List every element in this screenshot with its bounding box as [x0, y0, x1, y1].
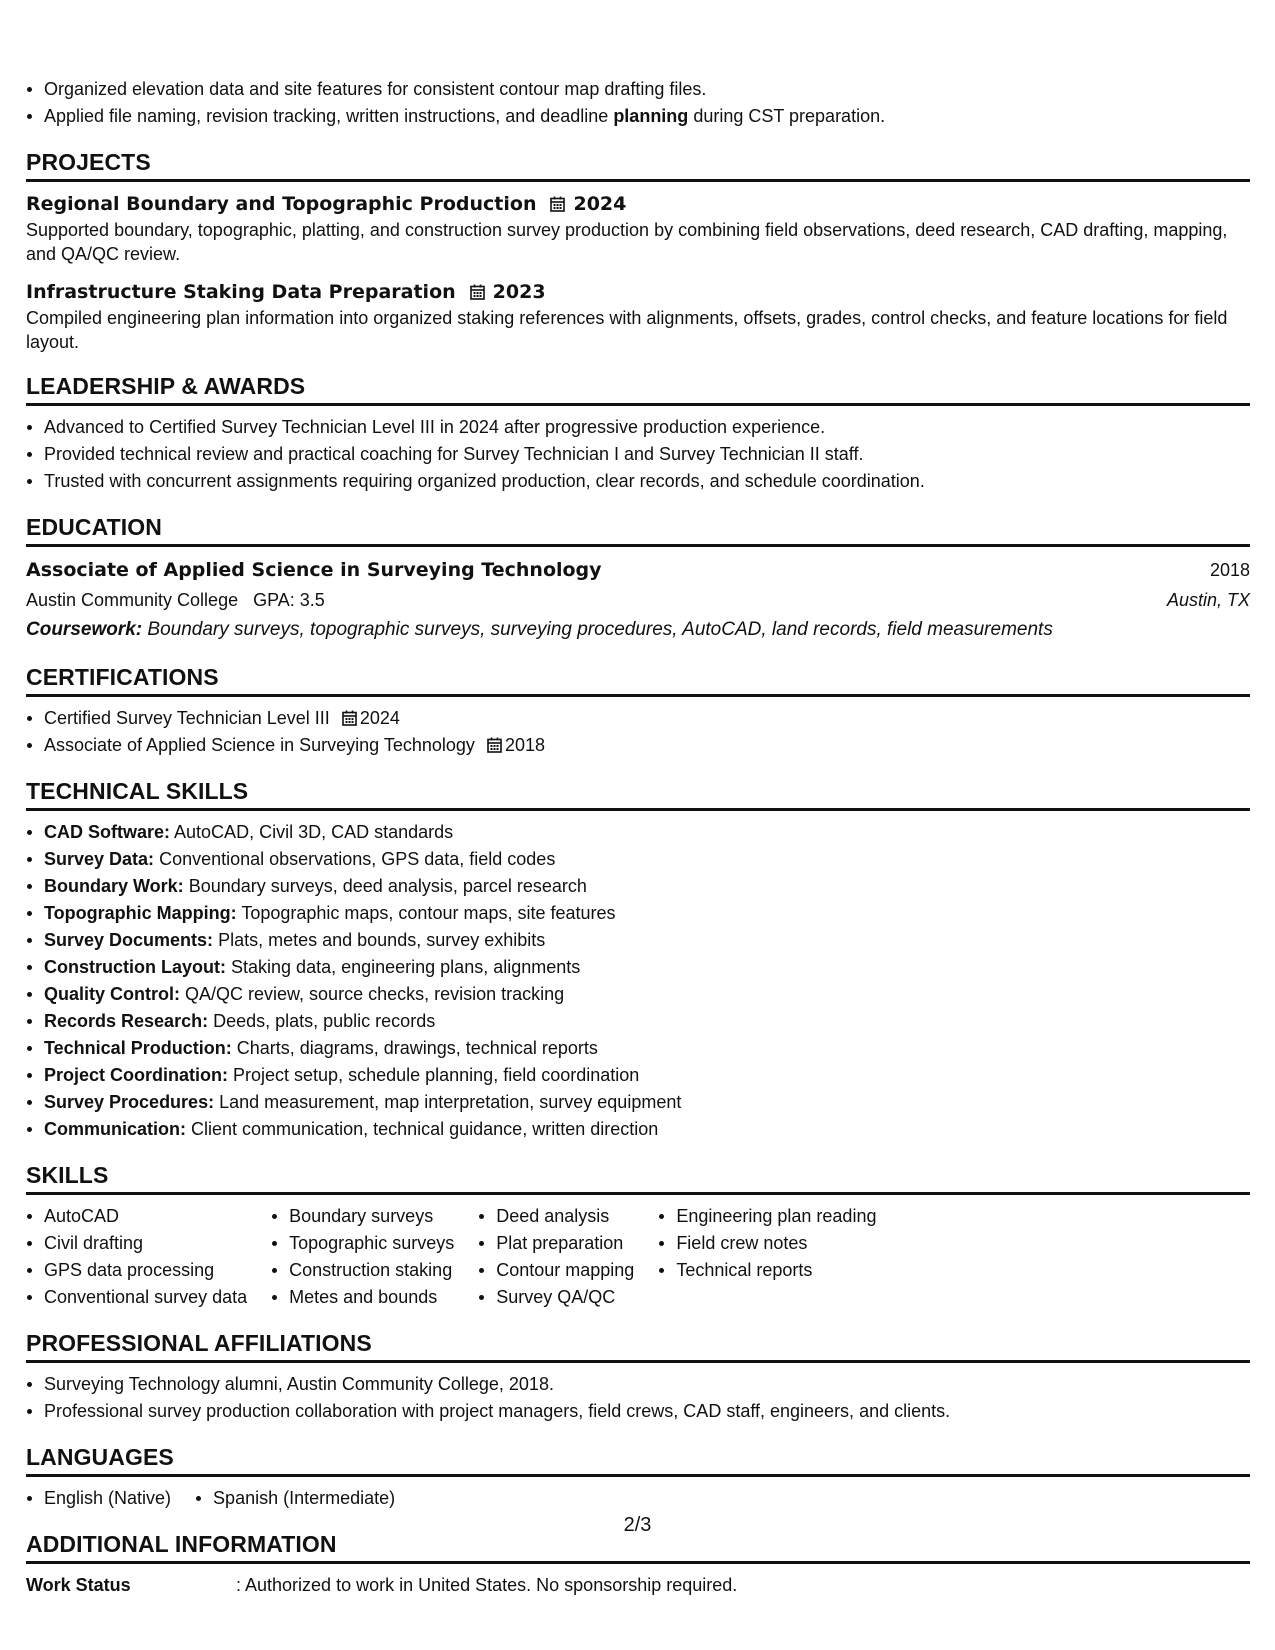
list-item: Civil drafting [44, 1230, 247, 1257]
skill-values: Topographic maps, contour maps, site features [241, 903, 616, 923]
calendar-icon [342, 710, 357, 726]
list-item [44, 732, 1250, 759]
cert-year: 2024 [359, 708, 400, 728]
project-name: Regional Boundary and Topographic Production [26, 193, 537, 215]
additional-info-section [26, 1530, 1250, 1598]
coursework-text: Boundary surveys, topographic surveys, surveying procedures, AutoCAD, land records, field measurements [147, 619, 1053, 640]
section-title: PROJECTS [26, 148, 1250, 182]
skill-category: Boundary Work: [44, 876, 184, 896]
list-item: English (Native) [44, 1485, 171, 1512]
bullet-text: Organized elevation data and site features for consistent contour map drafting files. [44, 79, 707, 99]
list-item: Surveying Technology alumni, Austin Community College, 2018. [44, 1371, 1250, 1398]
skills-column [658, 1203, 876, 1311]
skills-column [271, 1203, 454, 1311]
page-number: 2/3 [623, 1514, 652, 1536]
section-title: SKILLS [26, 1161, 1250, 1195]
list-item: Advanced to Certified Survey Technician Level III in 2024 after progressive production experience. [44, 414, 1250, 441]
section-title: LEADERSHIP & AWARDS [26, 372, 1250, 406]
skill-category: Quality Control: [44, 984, 180, 1004]
list-item [44, 981, 1250, 1008]
list-item: Construction staking [289, 1257, 454, 1284]
calendar-icon [470, 284, 485, 300]
skill-values: Deeds, plats, public records [213, 1011, 436, 1031]
skill-category: CAD Software: [44, 822, 171, 842]
calendar-icon [550, 196, 565, 212]
skill-values: AutoCAD, Civil 3D, CAD standards [174, 822, 454, 842]
project-year: 2024 [573, 193, 627, 215]
section-title: CERTIFICATIONS [26, 663, 1250, 697]
skill-category: Technical Production: [44, 1038, 232, 1058]
experience-bullets [26, 76, 1250, 130]
projects-section [26, 148, 1250, 354]
list-item [44, 900, 1250, 927]
project-description: Compiled engineering plan information into organized staking references with alignments, offsets, grades, control checks, and feature locations for field layout. [26, 308, 1228, 352]
degree-name: Associate of Applied Science in Surveying Technology [26, 559, 602, 581]
list-item: Provided technical review and practical coaching for Survey Technician I and Survey Technician II staff. [44, 441, 1250, 468]
list-item [44, 1035, 1250, 1062]
skill-category: Survey Documents: [44, 930, 214, 950]
list-item: Deed analysis [496, 1203, 634, 1230]
skill-category: Records Research: [44, 1011, 209, 1031]
list-item: Field crew notes [676, 1230, 876, 1257]
list-item [44, 954, 1250, 981]
affiliations-list [26, 1371, 1250, 1425]
info-label: Work Status [26, 1575, 131, 1595]
list-item: Contour mapping [496, 1257, 634, 1284]
section-title: PROFESSIONAL AFFILIATIONS [26, 1329, 1250, 1363]
affiliations-section [26, 1329, 1250, 1425]
list-item: Spanish (Intermediate) [213, 1485, 395, 1512]
bullet-text: during CST preparation. [688, 106, 886, 126]
skills-grid [26, 1203, 1250, 1311]
project-heading [26, 278, 1250, 306]
skill-category: Construction Layout: [44, 957, 226, 977]
list-item [44, 1116, 1250, 1143]
skill-category: Topographic Mapping: [44, 903, 237, 923]
gpa: GPA: 3.5 [253, 590, 325, 610]
list-item: Topographic surveys [289, 1230, 454, 1257]
leadership-list [26, 414, 1250, 495]
list-item [44, 1008, 1250, 1035]
list-item [44, 1089, 1250, 1116]
certifications-list [26, 705, 1250, 759]
education-section [26, 513, 1250, 645]
skill-values: Charts, diagrams, drawings, technical reports [236, 1038, 598, 1058]
cert-name: Certified Survey Technician Level III [44, 708, 330, 728]
skill-category: Survey Procedures: [44, 1092, 215, 1112]
cert-year: 2018 [504, 735, 545, 755]
list-item: Trusted with concurrent assignments requiring organized production, clear records, and schedule coordination. [44, 468, 1250, 495]
list-item: Survey QA/QC [496, 1284, 634, 1311]
project-heading [26, 190, 1250, 218]
certifications-section [26, 663, 1250, 759]
coursework [26, 615, 1250, 645]
technical-skills-list [26, 819, 1250, 1143]
skill-category: Survey Data: [44, 849, 155, 869]
section-title: EDUCATION [26, 513, 1250, 547]
skill-values: Land measurement, map interpretation, survey equipment [219, 1092, 682, 1112]
skill-category: Communication: [44, 1119, 186, 1139]
technical-skills-section [26, 777, 1250, 1143]
education-row [26, 555, 1250, 585]
list-item [44, 705, 1250, 732]
resume-page [26, 76, 1250, 1598]
skill-values: Boundary surveys, deed analysis, parcel research [188, 876, 587, 896]
coursework-label: Coursework: [26, 619, 143, 640]
list-item [44, 819, 1250, 846]
section-title: LANGUAGES [26, 1443, 1250, 1477]
list-item: AutoCAD [44, 1203, 247, 1230]
cert-name: Associate of Applied Science in Surveying Technology [44, 735, 475, 755]
leadership-section [26, 372, 1250, 495]
list-item: Engineering plan reading [676, 1203, 876, 1230]
list-item [44, 873, 1250, 900]
section-title: TECHNICAL SKILLS [26, 777, 1250, 811]
bullet-text: Applied file naming, revision tracking, written instructions, and deadline [44, 106, 614, 126]
list-item [44, 846, 1250, 873]
skills-column [478, 1203, 634, 1311]
project-name: Infrastructure Staking Data Preparation [26, 281, 456, 303]
skill-values: Project setup, schedule planning, field coordination [233, 1065, 640, 1085]
list-item [44, 76, 1250, 103]
skill-values: Conventional observations, GPS data, field codes [159, 849, 556, 869]
skill-values: Client communication, technical guidance, written direction [191, 1119, 659, 1139]
info-value: : Authorized to work in United States. No sponsorship required. [236, 1575, 738, 1595]
skill-category: Project Coordination: [44, 1065, 228, 1085]
skill-values: QA/QC review, source checks, revision tracking [185, 984, 565, 1004]
bullet-bold-text: planning [613, 106, 689, 126]
education-location: Austin, TX [1166, 590, 1250, 610]
skill-values: Plats, metes and bounds, survey exhibits [218, 930, 546, 950]
list-item: GPS data processing [44, 1257, 247, 1284]
list-item: Boundary surveys [289, 1203, 454, 1230]
list-item: Metes and bounds [289, 1284, 454, 1311]
section-title: ADDITIONAL INFORMATION [26, 1530, 1250, 1564]
info-row [26, 1572, 1250, 1598]
project-description: Supported boundary, topographic, platting, and construction survey production by combining field observations, deed research, CAD drafting, mapping, and QA/QC review. [26, 220, 1228, 264]
education-row [26, 585, 1250, 615]
languages-list [26, 1485, 1250, 1512]
list-item: Professional survey production collaboration with project managers, field crews, CAD staff, engineers, and clients. [44, 1398, 1250, 1425]
list-item [44, 103, 1250, 130]
languages-section [26, 1443, 1250, 1512]
list-item: Technical reports [676, 1257, 876, 1284]
school-name: Austin Community College [26, 590, 239, 610]
project-year: 2023 [492, 281, 546, 303]
calendar-icon [487, 737, 502, 753]
skills-section [26, 1161, 1250, 1311]
skill-values: Staking data, engineering plans, alignments [231, 957, 581, 977]
list-item [44, 1062, 1250, 1089]
list-item: Conventional survey data [44, 1284, 247, 1311]
education-year: 2018 [1209, 560, 1250, 580]
list-item: Plat preparation [496, 1230, 634, 1257]
skills-column [26, 1203, 247, 1311]
list-item [44, 927, 1250, 954]
